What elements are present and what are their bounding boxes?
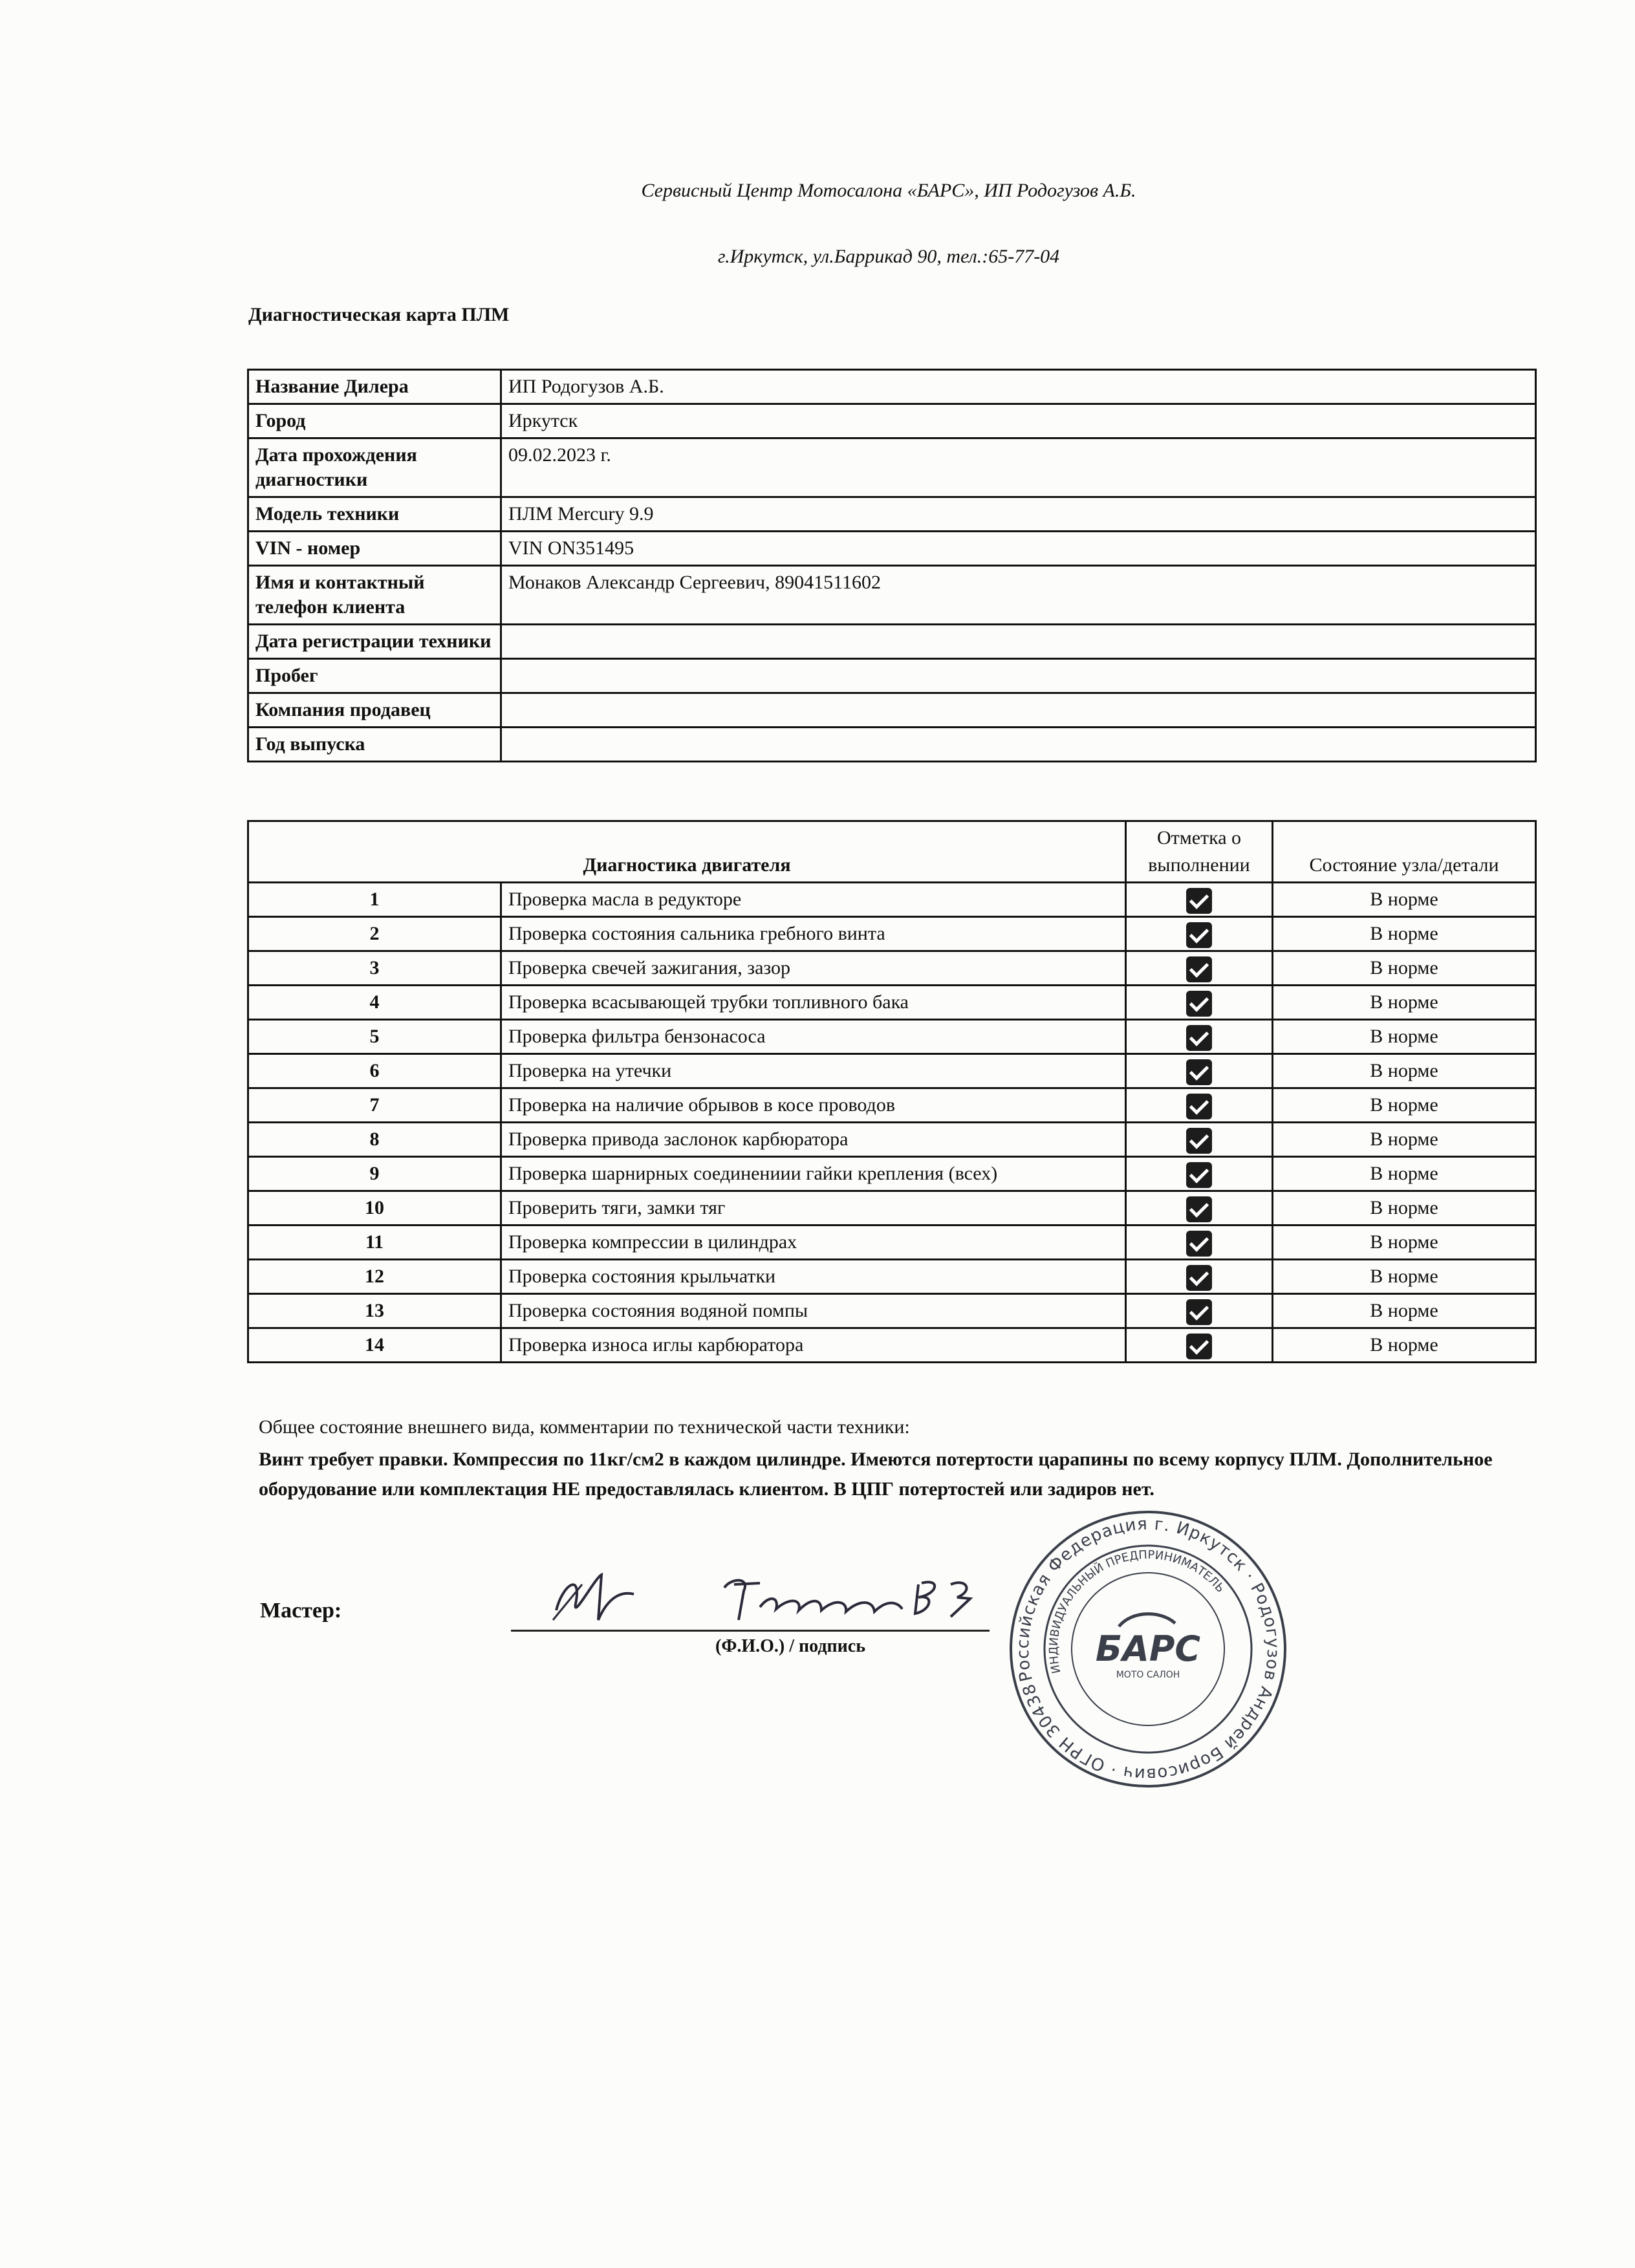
info-label: Пробег	[248, 659, 501, 693]
stamp-logo-swoosh	[1119, 1614, 1175, 1626]
info-label: VIN - номер	[248, 532, 501, 566]
info-value	[501, 625, 1536, 659]
diagnostics-row	[248, 1123, 1536, 1157]
info-table	[247, 369, 1537, 762]
row-number: 8	[248, 1123, 501, 1157]
row-task: Проверка состояния сальника гребного винта	[501, 917, 1126, 951]
document-title: Диагностическая карта ПЛМ	[248, 304, 510, 325]
row-task: Проверка шарнирных соединениии гайки крепления (всех)	[501, 1157, 1126, 1191]
info-row	[248, 693, 1536, 728]
info-value: VIN ON351495	[501, 532, 1536, 566]
diagnostics-row	[248, 986, 1536, 1020]
row-mark	[1126, 917, 1273, 951]
row-state: В норме	[1273, 1123, 1536, 1157]
diagnostics-row	[248, 1020, 1536, 1054]
row-number: 2	[248, 917, 501, 951]
row-number: 11	[248, 1226, 501, 1260]
info-value	[501, 693, 1536, 728]
stamp-outer-text: Российская Федерация г. Иркутск · Родогузов Андрей Борисович · ОГРН 304381221000071	[1013, 1514, 1283, 1784]
row-mark	[1126, 1088, 1273, 1123]
row-mark	[1126, 1123, 1273, 1157]
info-row	[248, 728, 1536, 762]
header-line-2: г.Иркутск, ул.Баррикад 90, тел.:65-77-04	[717, 246, 1060, 267]
info-label: Дата регистрации техники	[248, 625, 501, 659]
row-state: В норме	[1273, 1054, 1536, 1088]
row-task: Проверка износа иглы карбюратора	[501, 1328, 1126, 1363]
info-row	[248, 625, 1536, 659]
row-mark	[1126, 1020, 1273, 1054]
row-mark	[1126, 1191, 1273, 1226]
checkbox-checked-icon[interactable]	[1186, 1162, 1212, 1188]
diagnostics-header-row	[248, 821, 1536, 883]
row-task: Проверка компрессии в цилиндрах	[501, 1226, 1126, 1260]
row-mark	[1126, 1226, 1273, 1260]
row-state: В норме	[1273, 1226, 1536, 1260]
row-number: 9	[248, 1157, 501, 1191]
checkbox-checked-icon[interactable]	[1186, 1334, 1212, 1359]
row-state: В норме	[1273, 951, 1536, 986]
diagnostics-row	[248, 1088, 1536, 1123]
row-state: В норме	[1273, 1294, 1536, 1328]
checkbox-checked-icon[interactable]	[1186, 1025, 1212, 1051]
master-label: Мастер:	[260, 1599, 342, 1623]
info-label: Компания продавец	[248, 693, 501, 728]
fio-label: (Ф.И.О.) / подпись	[715, 1636, 866, 1656]
row-task: Проверить тяги, замки тяг	[501, 1191, 1126, 1226]
row-number: 7	[248, 1088, 501, 1123]
stamp-logo-sub: МОТО САЛОН	[1116, 1670, 1180, 1680]
checkbox-checked-icon[interactable]	[1186, 1231, 1212, 1257]
checkbox-checked-icon[interactable]	[1186, 1128, 1212, 1154]
info-value: ИП Родогузов А.Б.	[501, 370, 1536, 404]
diagnostics-row	[248, 1260, 1536, 1294]
row-number: 12	[248, 1260, 501, 1294]
row-task: Проверка фильтра бензонасоса	[501, 1020, 1126, 1054]
diagnostics-row	[248, 1226, 1536, 1260]
comments-text: Винт требует правки. Компрессия по 11кг/см2 в каждом цилиндре. Имеются потертости царапины по всему корпусу ПЛМ. Дополнительное оборудование или комплектация НЕ предоставлялась клиентом. В ЦПГ потертостей или задиров нет.	[259, 1449, 1493, 1500]
row-mark	[1126, 1157, 1273, 1191]
diagnostics-header-state: Состояние узла/детали	[1273, 821, 1536, 883]
diagnostics-row	[248, 1054, 1536, 1088]
row-state: В норме	[1273, 1020, 1536, 1054]
row-number: 13	[248, 1294, 501, 1328]
checkbox-checked-icon[interactable]	[1186, 956, 1212, 982]
diagnostics-row	[248, 883, 1536, 917]
row-mark	[1126, 1294, 1273, 1328]
diagnostics-row	[248, 1191, 1536, 1226]
row-task: Проверка на утечки	[501, 1054, 1126, 1088]
info-row	[248, 404, 1536, 438]
checkbox-checked-icon[interactable]	[1186, 1196, 1212, 1222]
diagnostics-row	[248, 951, 1536, 986]
comments-label: Общее состояние внешнего вида, комментарии по технической части техники:	[259, 1416, 910, 1438]
info-row	[248, 566, 1536, 625]
diagnostics-header-main: Диагностика двигателя	[248, 821, 1126, 883]
checkbox-checked-icon[interactable]	[1186, 888, 1212, 914]
checkbox-checked-icon[interactable]	[1186, 991, 1212, 1017]
row-mark	[1126, 1260, 1273, 1294]
info-value	[501, 728, 1536, 762]
row-number: 1	[248, 883, 501, 917]
row-task: Проверка всасывающей трубки топливного бака	[501, 986, 1126, 1020]
row-task: Проверка состояния водяной помпы	[501, 1294, 1126, 1328]
checkbox-checked-icon[interactable]	[1186, 1299, 1212, 1325]
checkbox-checked-icon[interactable]	[1186, 1094, 1212, 1119]
info-value: ПЛМ Mercury 9.9	[501, 497, 1536, 532]
row-task: Проверка масла в редукторе	[501, 883, 1126, 917]
row-task: Проверка на наличие обрывов в косе проводов	[501, 1088, 1126, 1123]
row-number: 3	[248, 951, 501, 986]
row-number: 14	[248, 1328, 501, 1363]
row-mark	[1126, 986, 1273, 1020]
info-value: 09.02.2023 г.	[501, 438, 1536, 497]
row-mark	[1126, 951, 1273, 986]
checkbox-checked-icon[interactable]	[1186, 922, 1212, 948]
row-task: Проверка состояния крыльчатки	[501, 1260, 1126, 1294]
row-state: В норме	[1273, 917, 1536, 951]
row-task: Проверка свечей зажигания, зазор	[501, 951, 1126, 986]
row-task: Проверка привода заслонок карбюратора	[501, 1123, 1126, 1157]
row-state: В норме	[1273, 986, 1536, 1020]
info-row	[248, 497, 1536, 532]
diagnostics-table	[247, 820, 1537, 1363]
row-number: 10	[248, 1191, 501, 1226]
row-number: 5	[248, 1020, 501, 1054]
info-label: Имя и контактный телефон клиента	[248, 566, 501, 625]
info-label: Год выпуска	[248, 728, 501, 762]
stamp-inner-text: ИНДИВИДУАЛЬНЫЙ ПРЕДПРИНИМАТЕЛЬ	[1046, 1548, 1228, 1675]
info-value	[501, 659, 1536, 693]
diagnostics-row	[248, 1157, 1536, 1191]
info-label: Город	[248, 404, 501, 438]
row-state: В норме	[1273, 1157, 1536, 1191]
row-number: 6	[248, 1054, 501, 1088]
row-mark	[1126, 883, 1273, 917]
diagnostics-row	[248, 917, 1536, 951]
info-label: Название Дилера	[248, 370, 501, 404]
diagnostics-header-mark: Отметка о выполнении	[1126, 821, 1273, 883]
diagnostics-row	[248, 1328, 1536, 1363]
info-label: Дата прохождения диагностики	[248, 438, 501, 497]
checkbox-checked-icon[interactable]	[1186, 1265, 1212, 1291]
signature-line	[511, 1630, 990, 1632]
diagnostics-row	[248, 1294, 1536, 1328]
info-value: Монаков Александр Сергеевич, 89041511602	[501, 566, 1536, 625]
row-state: В норме	[1273, 1328, 1536, 1363]
info-row	[248, 532, 1536, 566]
info-row	[248, 659, 1536, 693]
row-state: В норме	[1273, 883, 1536, 917]
row-mark	[1126, 1328, 1273, 1363]
row-state: В норме	[1273, 1088, 1536, 1123]
row-state: В норме	[1273, 1260, 1536, 1294]
row-state: В норме	[1273, 1191, 1536, 1226]
stamp-logo: БАРС	[1095, 1628, 1201, 1669]
company-stamp	[1006, 1507, 1290, 1791]
row-number: 4	[248, 986, 501, 1020]
checkbox-checked-icon[interactable]	[1186, 1059, 1212, 1085]
header-line-1: Сервисный Центр Мотосалона «БАРС», ИП Родогузов А.Б.	[641, 180, 1136, 201]
info-value: Иркутск	[501, 404, 1536, 438]
handwritten-signature	[537, 1559, 990, 1630]
info-row	[248, 438, 1536, 497]
info-label: Модель техники	[248, 497, 501, 532]
info-row	[248, 370, 1536, 404]
row-mark	[1126, 1054, 1273, 1088]
